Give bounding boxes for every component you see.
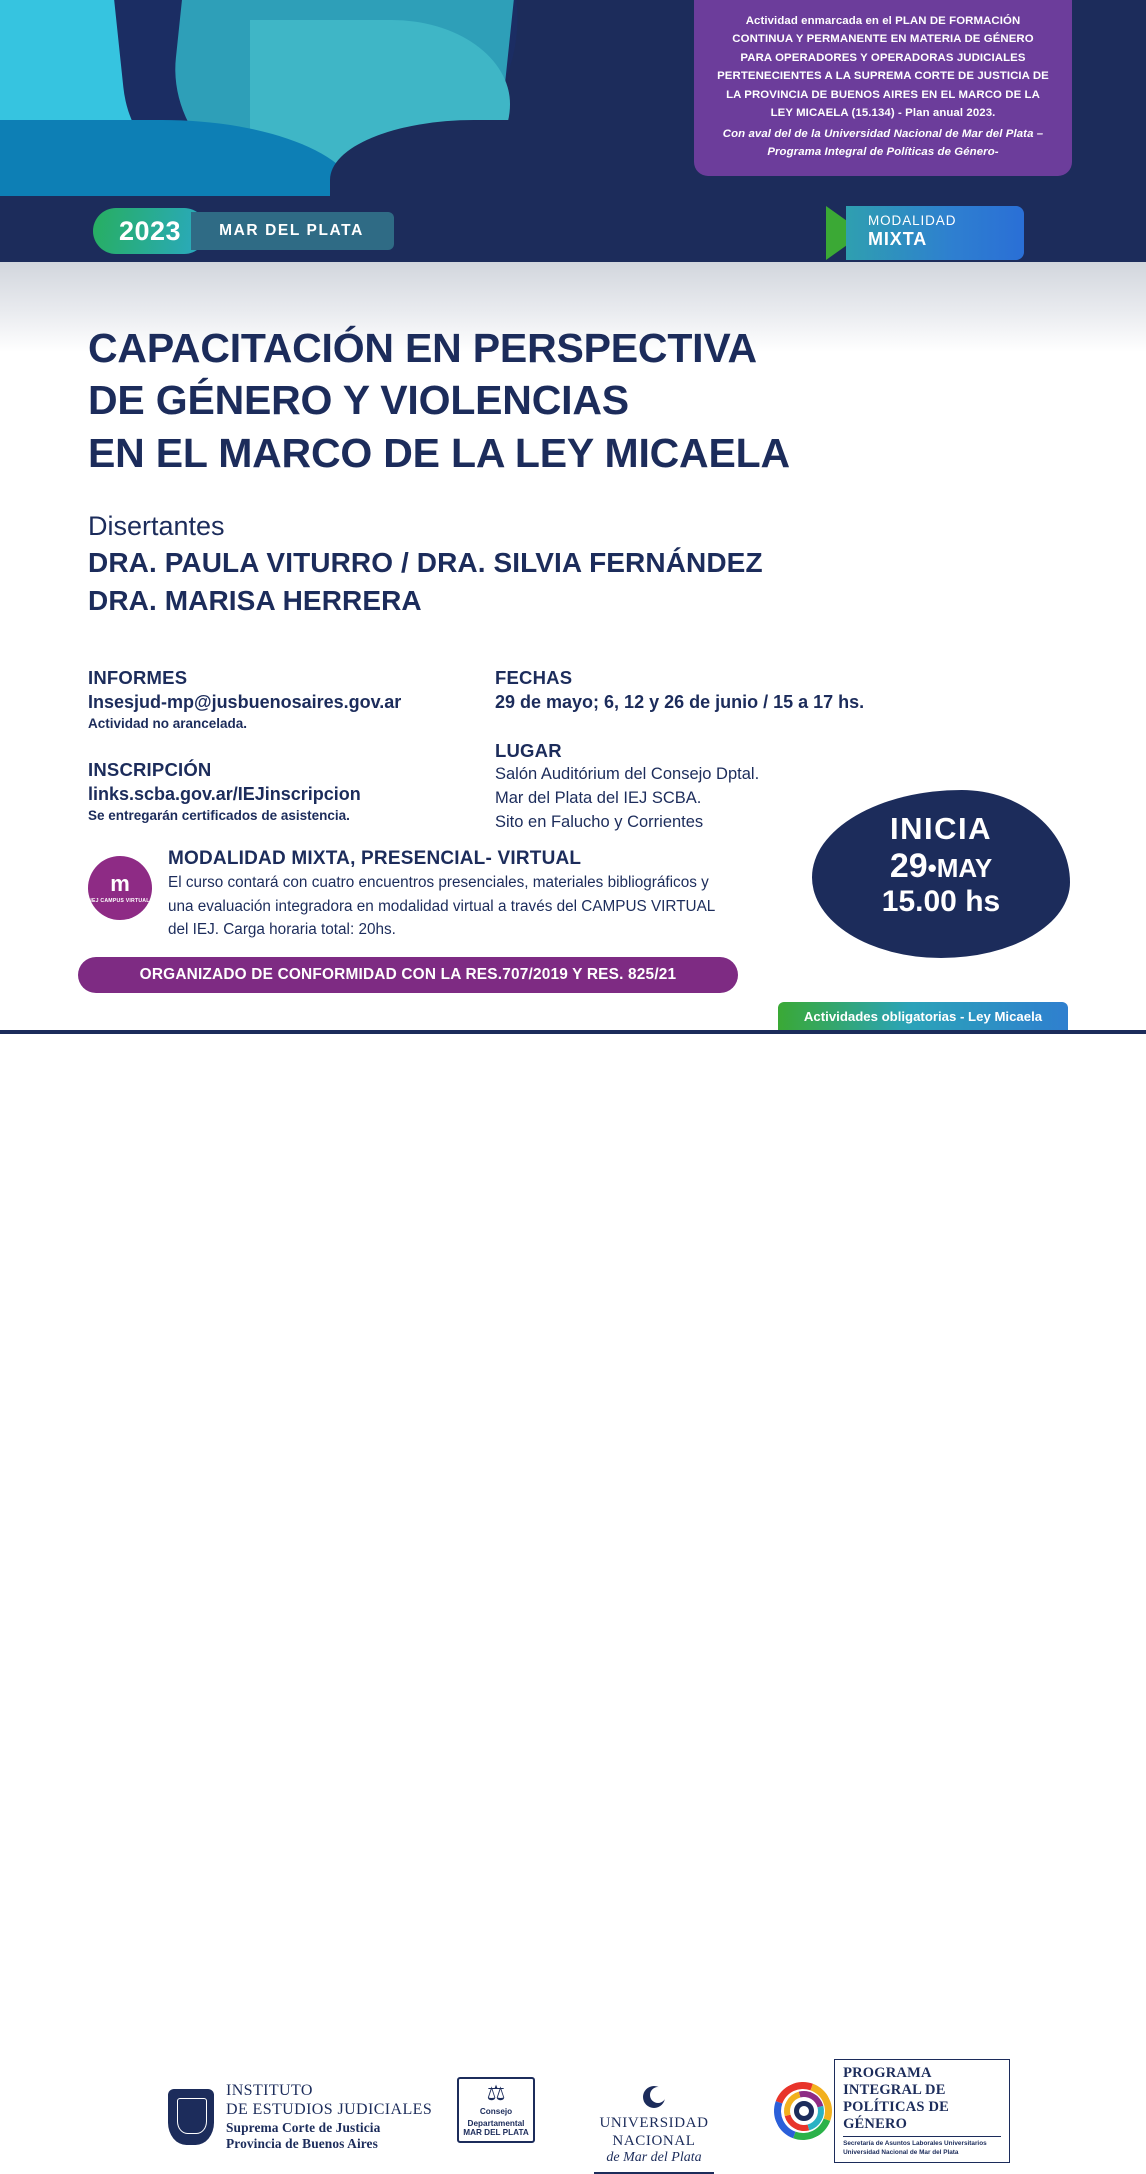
framework-note-box bbox=[694, 0, 1072, 176]
shield-icon bbox=[168, 2089, 214, 2145]
unmdp-line-2: de Mar del Plata bbox=[606, 2150, 702, 2165]
modality-flag-label: MODALIDAD bbox=[868, 213, 957, 228]
ring-inner-icon bbox=[794, 2101, 814, 2121]
unmdp-line-1: UNIVERSIDAD NACIONAL bbox=[599, 2115, 709, 2149]
speakers-label: Disertantes bbox=[88, 511, 225, 541]
organized-bar bbox=[78, 957, 738, 993]
logo-iej-text bbox=[226, 2082, 432, 2152]
campus-virtual-icon bbox=[88, 856, 152, 920]
pipg-line-1: PROGRAMA INTEGRAL DE bbox=[843, 2064, 946, 2099]
lugar-line-3: Sito en Falucho y Corrientes bbox=[495, 812, 704, 831]
fechas-heading: FECHAS bbox=[495, 667, 573, 688]
obligatory-bar-text: Actividades obligatorias - Ley Micaela bbox=[803, 1008, 1043, 1024]
campus-virtual-caption: IEJ CAMPUS VIRTUAL bbox=[90, 897, 150, 904]
year-label: 2023 bbox=[93, 208, 207, 254]
modality-note bbox=[88, 848, 788, 941]
inscripcion-link[interactable]: links.scba.gov.ar/IEJinscripcion bbox=[88, 783, 361, 804]
modality-note-line-2: una evaluación integradora en modalidad virtual a través del CAMPUS VIRTUAL bbox=[168, 897, 716, 915]
consejo-line-2: Departamental bbox=[467, 2119, 525, 2128]
campus-virtual-glyph: m bbox=[110, 870, 130, 896]
start-badge-separator: • bbox=[927, 852, 937, 883]
inscripcion-block bbox=[88, 758, 488, 826]
logo-unmdp bbox=[563, 2086, 745, 2174]
unmdp-rule bbox=[594, 2172, 714, 2174]
lugar-line-2: Mar del Plata del IEJ SCBA. bbox=[495, 788, 702, 807]
informes-heading: INFORMES bbox=[88, 667, 188, 688]
title-line-3: EN EL MARCO DE LA LEY MICAELA bbox=[88, 429, 790, 476]
modality-flag bbox=[826, 206, 1024, 260]
modality-note-heading: MODALIDAD MIXTA, PRESENCIAL- VIRTUAL bbox=[168, 848, 582, 869]
obligatory-activities-bar bbox=[778, 1002, 1068, 1030]
consejo-line-3: MAR DEL PLATA bbox=[463, 2128, 529, 2137]
title-line-1: CAPACITACIÓN EN PERSPECTIVA bbox=[88, 325, 757, 371]
scales-of-justice-icon: ⚖ bbox=[486, 2082, 506, 2105]
rings-icon bbox=[774, 2080, 826, 2142]
footer-logos bbox=[0, 1034, 1146, 2165]
city-label: MAR DEL PLATA bbox=[191, 212, 394, 250]
start-badge-day: 29 bbox=[889, 846, 928, 885]
modality-flag-value: MIXTA bbox=[868, 228, 928, 249]
inscripcion-note: Se entregarán certificados de asistencia. bbox=[88, 807, 350, 823]
logo-iej bbox=[168, 2082, 432, 2152]
start-badge-date bbox=[812, 847, 1070, 886]
speakers-line-2: DRA. MARISA HERRERA bbox=[88, 584, 422, 616]
page-title bbox=[88, 322, 1068, 479]
start-badge-time: 15.00 hs bbox=[881, 885, 1001, 919]
pipg-line-3: Secretaría de Asuntos Laborales Universitarios bbox=[843, 2140, 987, 2148]
pipg-line-4: Universidad Nacional de Mar del Plata bbox=[843, 2148, 959, 2156]
iej-line-2: DE ESTUDIOS JUDICIALES bbox=[226, 2100, 433, 2118]
logo-programa-integral-politicas-genero bbox=[774, 2064, 1010, 2156]
framework-note-italic: Con aval del de la Universidad Nacional de Mar del Plata –Programa Integral de Políticas de Género- bbox=[722, 127, 1044, 159]
consejo-line-1: Consejo bbox=[479, 2107, 513, 2116]
modality-flag-body bbox=[846, 206, 1024, 260]
inscripcion-heading: INSCRIPCIÓN bbox=[88, 758, 212, 780]
informes-email[interactable]: Insesjud-mp@jusbuenosaires.gov.ar bbox=[88, 692, 402, 713]
iej-line-1: INSTITUTO bbox=[226, 2082, 313, 2099]
start-badge-label: INICIA bbox=[890, 811, 992, 846]
informes-block bbox=[88, 666, 488, 734]
pipg-line-2: POLÍTICAS DE GÉNERO bbox=[843, 2099, 950, 2133]
speakers-line-1: DRA. PAULA VITURRO / DRA. SILVIA FERNÁNDEZ bbox=[88, 547, 763, 579]
fechas-value: 29 de mayo; 6, 12 y 26 de junio / 15 a 17 hs. bbox=[495, 692, 865, 713]
modality-note-line-1: El curso contará con cuatro encuentros presenciales, materiales bibliográficos y bbox=[168, 874, 709, 891]
title-line-2: DE GÉNERO Y VIOLENCIAS bbox=[88, 377, 629, 424]
pipg-divider bbox=[843, 2136, 1001, 2137]
modality-note-line-3: del IEJ. Carga horaria total: 20hs. bbox=[168, 921, 396, 939]
crescent-icon bbox=[643, 2086, 665, 2108]
pipg-text-box bbox=[834, 2059, 1010, 2163]
organized-bar-text: ORGANIZADO DE CONFORMIDAD CON LA RES.707/2019 Y RES. 825/21 bbox=[139, 966, 677, 983]
modality-note-text bbox=[168, 848, 788, 941]
lugar-heading: LUGAR bbox=[495, 739, 562, 761]
info-column-left bbox=[88, 666, 488, 850]
iej-line-4: Provincia de Buenos Aires bbox=[226, 2136, 378, 2152]
speakers-section bbox=[88, 508, 988, 619]
informes-note: Actividad no arancelada. bbox=[88, 715, 248, 731]
year-city-pill bbox=[93, 208, 394, 254]
start-badge-month: MAY bbox=[936, 852, 993, 883]
iej-line-3: Suprema Corte de Justicia bbox=[226, 2119, 381, 2135]
lugar-line-1: Salón Auditórium del Consejo Dptal. bbox=[495, 764, 760, 783]
fechas-block bbox=[495, 666, 965, 715]
logo-consejo-departamental bbox=[457, 2077, 535, 2143]
start-date-badge bbox=[812, 790, 1070, 958]
framework-note-text: Actividad enmarcada en el PLAN DE FORMACIÓN CONTINUA Y PERMANENTE EN MATERIA DE GÉNERO PARA OPERADORES Y OPERADORAS JUDICIALES PERTENECIENTES A LA SUPREMA CORTE DE JUSTICIA DE LA PROVINCIA DE BUENOS AIRES EN EL MARCO DE LA LEY MICAELA (15.134) - Plan anual 2023. bbox=[717, 15, 1049, 120]
